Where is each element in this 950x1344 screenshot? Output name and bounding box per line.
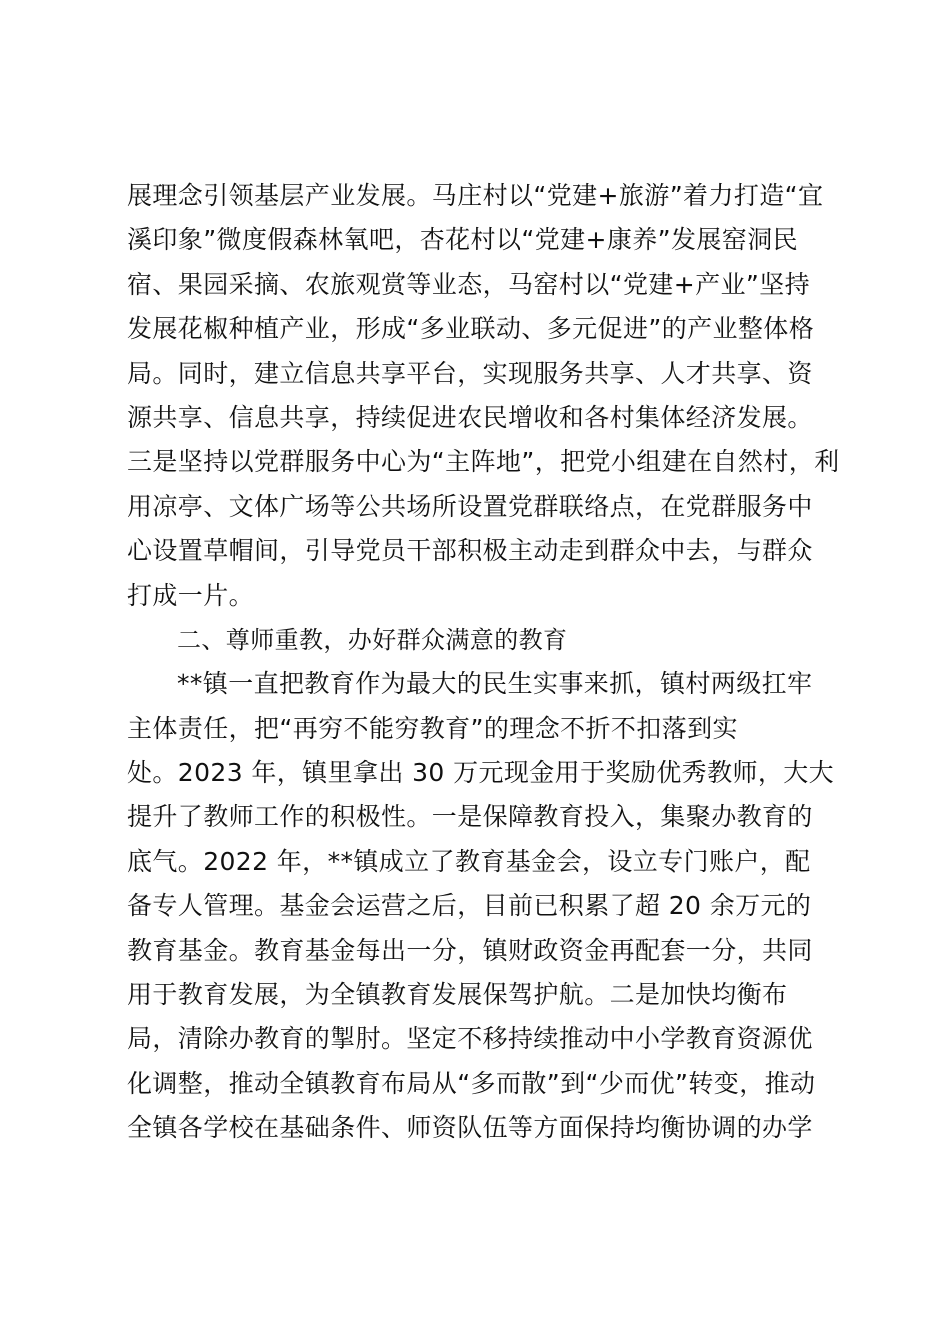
body-line: 用凉亭、文体广场等公共场所设置党群联络点，在党群服务中: [127, 491, 813, 521]
body-line: 局，清除办教育的掣肘。坚定不移持续推动中小学教育资源优: [127, 1024, 813, 1054]
body-line: 打成一片。: [127, 580, 255, 610]
body-line: 发展花椒种植产业，形成“多业联动、多元促进”的产业整体格: [127, 314, 815, 344]
body-line: 溪印象”微度假森林氧吧，杏花村以“党建+康养”发展窑洞民: [127, 225, 799, 255]
body-line: 备专人管理。基金会运营之后，目前已积累了超 20 余万元的: [127, 891, 812, 921]
body-line: 主体责任，把“再穷不能穷教育”的理念不折不扣落到实: [127, 713, 738, 743]
body-line: 展理念引领基层产业发展。马庄村以“党建+旅游”着力打造“宜: [127, 181, 824, 210]
section-heading: 二、尊师重教，办好群众满意的教育: [177, 625, 568, 654]
body-line: 用于教育发展，为全镇教育发展保驾护航。二是加快均衡布: [127, 980, 788, 1010]
body-line: 局。同时，建立信息共享平台，实现服务共享、人才共享、资: [127, 358, 813, 388]
body-line: 三是坚持以党群服务中心为“主阵地”，把党小组建在自然村，利: [127, 447, 840, 477]
body-line: 提升了教师工作的积极性。一是保障教育投入，集聚办教育的: [127, 802, 813, 832]
body-line: 底气。2022 年，**镇成立了教育基金会，设立专门账户，配: [127, 846, 811, 876]
body-line: 处。2023 年，镇里拿出 30 万元现金用于奖励优秀教师，大大: [127, 758, 835, 788]
document-body: [127, 174, 847, 1151]
body-line: **镇一直把教育作为最大的民生实事来抓，镇村两级扛牢: [177, 669, 813, 699]
body-line: 化调整，推动全镇教育布局从“多而散”到“少而优”转变，推动: [127, 1068, 816, 1098]
body-line: 源共享、信息共享，持续促进农民增收和各村集体经济发展。: [127, 402, 813, 432]
body-line: 宿、果园采摘、农旅观赏等业态，马窑村以“党建+产业”坚持: [127, 269, 811, 299]
body-line: 心设置草帽间，引导党员干部积极主动走到群众中去，与群众: [127, 536, 813, 566]
body-line: 教育基金。教育基金每出一分，镇财政资金再配套一分，共同: [127, 935, 813, 965]
body-line: 全镇各学校在基础条件、师资队伍等方面保持均衡协调的办学: [127, 1113, 813, 1143]
